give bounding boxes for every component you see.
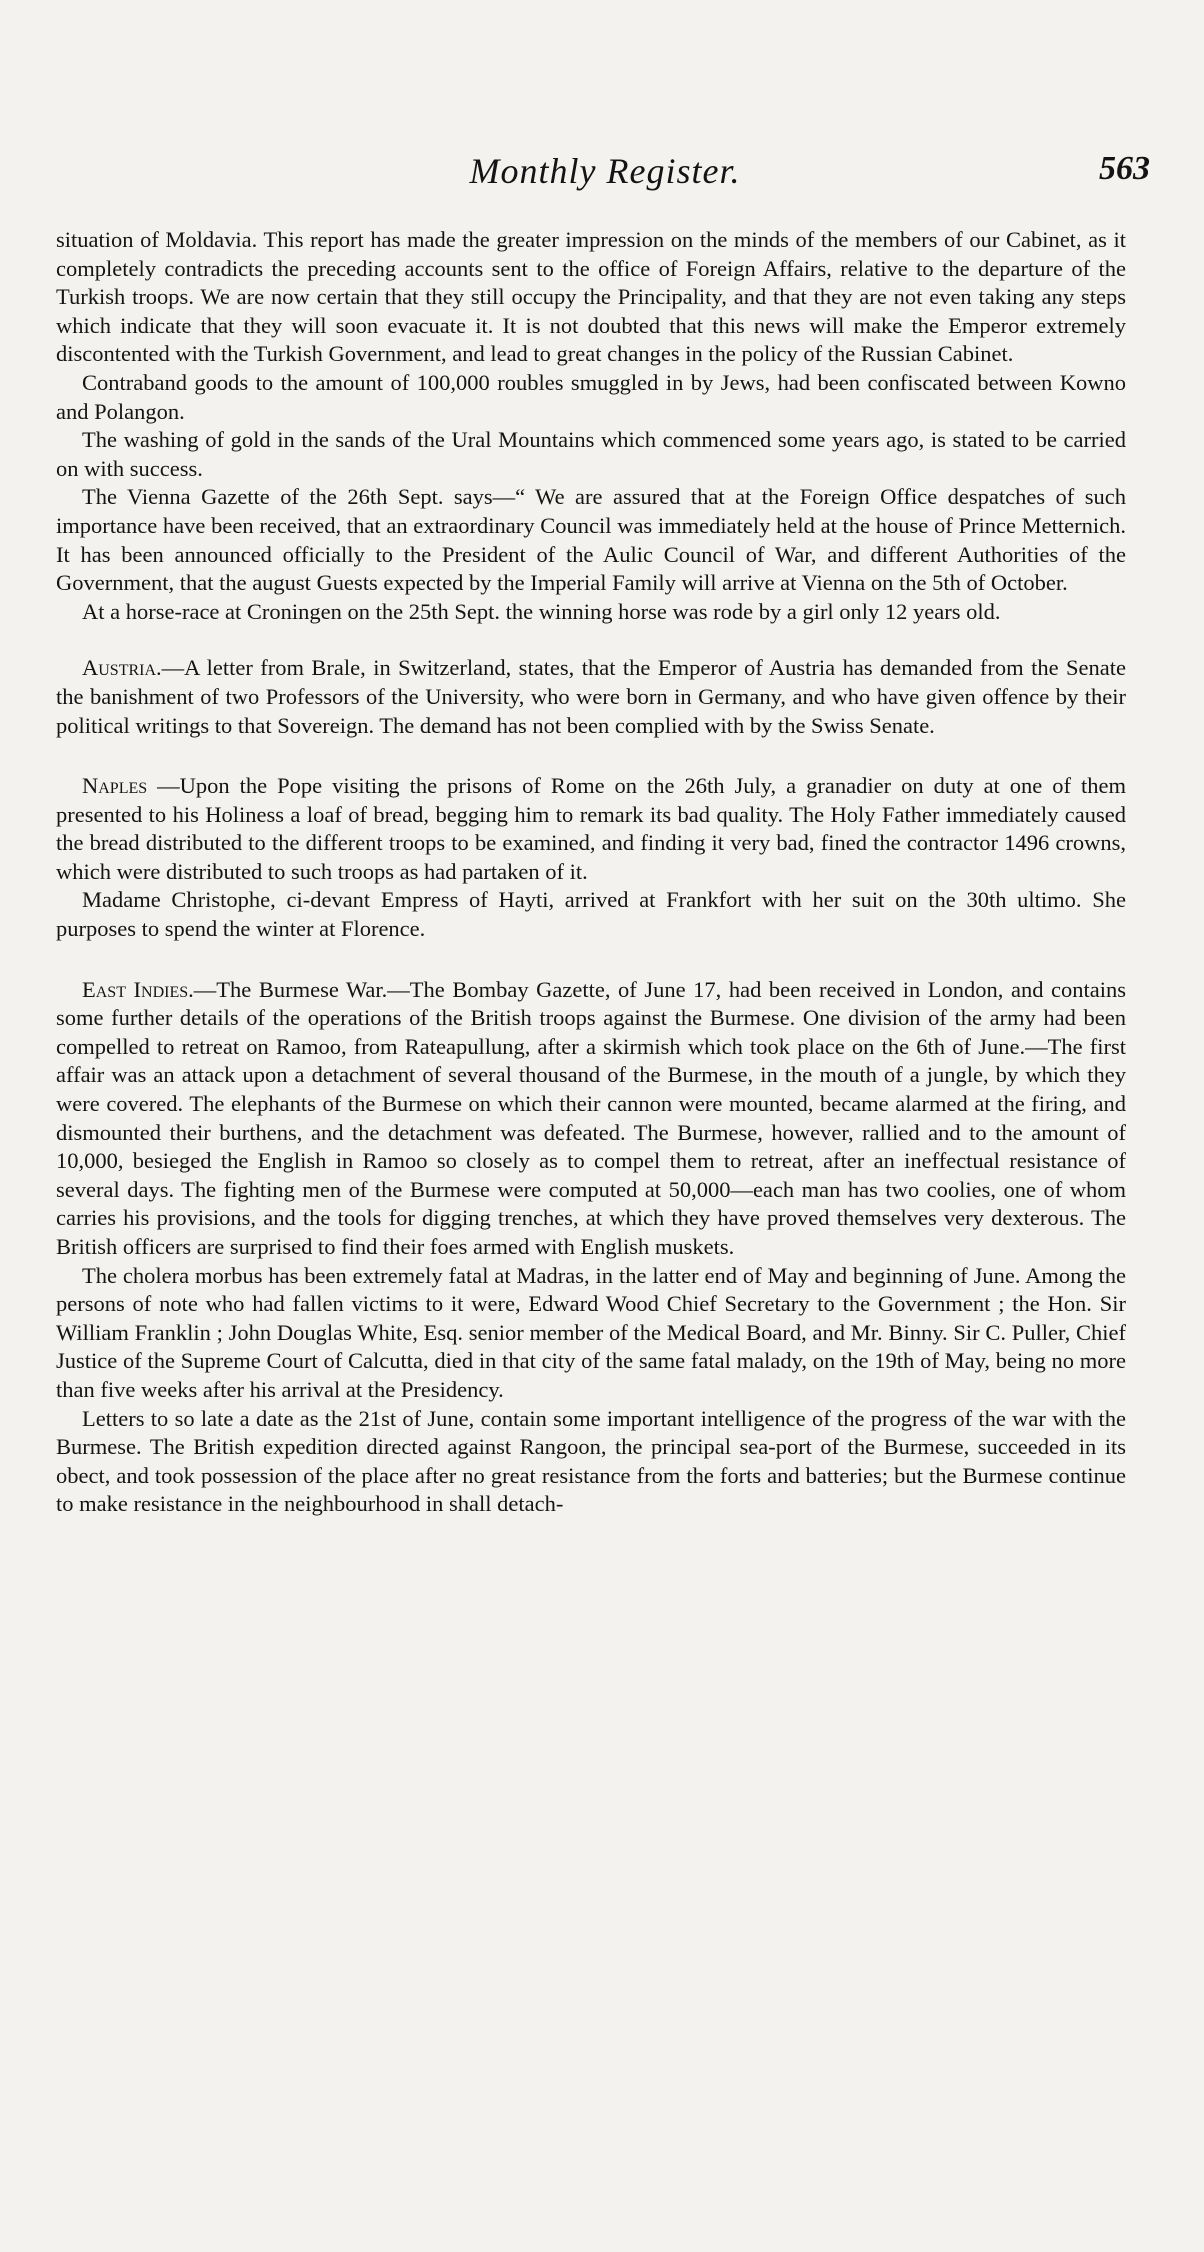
paragraph-east-indies bbox=[56, 976, 1126, 1262]
running-title: Monthly Register. bbox=[469, 151, 741, 191]
paragraph-vienna-gazette: The Vienna Gazette of the 26th Sept. says—“ We are assured that at the Foreign Office despatches of such importance have been received, that an extraordinary Council was immediately held at the house of Prince Metternich. It has been announced officially to the President of the Aulic Council of War, and different Authorities of the Government, that the august Guests expected by the Imperial Family will arrive at Vienna on the 5th of October. bbox=[56, 484, 1126, 596]
paragraph-east-indies-text: —The Burmese War.—The Bombay Gazette, of June 17, had been received in London, and contains some further details of the operations of the British troops against the Burmese. One division of the army had been compelled to retreat on Ramoo, from Rateapullung, after a skirmish which took place on the 6th of June.—The first affair was an attack upon a detachment of several thousand of the Burmese, in the mouth of a jungle, by which they were covered. The elephants of the Burmese on which their cannon were mounted, became alarmed at the firing, and dismounted their burthens, and the detachment was defeated. The Burmese, however, rallied and to the amount of 10,000, besieged the English in Ramoo so closely as to compel them to retreat, after an ineffectual resistance of several days. The fighting men of the Burmese were computed at 50,000—each man has two coolies, one of whom carries his provisions, and the tools for digging trenches, at which they have proved themselves very dexterous. The British officers are surprised to find their foes armed with English muskets. bbox=[56, 976, 1127, 1259]
paragraph-austria bbox=[56, 654, 1126, 740]
paragraph-naples-text: —Upon the Pope visiting the prisons of Rome on the 26th July, a granadier on duty at one of them presented to his Holiness a loaf of bread, begging him to remark its bad quality. The Holy Father immediately caused the bread distributed to the different troops to be examined, and finding it very bad, fined the contractor 1496 crowns, which were distributed to such troops as had partaken of it. bbox=[56, 773, 1126, 884]
paragraph-ural-gold: The washing of gold in the sands of the Ural Mountains which commenced some years ago, is stated to be carried on with success. bbox=[56, 427, 1126, 481]
section-lead-naples: Naples bbox=[82, 773, 148, 799]
section-lead-austria: Austria. bbox=[82, 655, 162, 681]
article-body bbox=[56, 226, 1126, 1519]
paragraph-horse-race: At a horse-race at Croningen on the 25th Sept. the winning horse was rode by a girl only 12 years old. bbox=[82, 598, 1001, 624]
paragraph-austria-text: —A letter from Brale, in Switzerland, states, that the Emperor of Austria has demanded from the Senate the banishment of two Professors of the University, who were born in Germany, and who have given offence by their political writings to that Sovereign. The demand has not been complied with by the Swiss Senate. bbox=[56, 655, 1126, 738]
page-number: 563 bbox=[1099, 150, 1150, 187]
running-head bbox=[60, 150, 1150, 200]
section-lead-east-indies: East Indies. bbox=[82, 976, 194, 1002]
paragraph-rangoon: Letters to so late a date as the 21st of June, contain some important intelligence of the progress of the war with the Burmese. The British expedition directed against Rangoon, the principal sea-port of the Burmese, succeeded in its obect, and took possession of the place after no great resistance from the forts and batteries; but the Burmese continue to make resistance in the neighbourhood in shall detach- bbox=[56, 1405, 1126, 1517]
paragraph-contraband: Contraband goods to the amount of 100,000 roubles smuggled in by Jews, had been confiscated between Kowno and Polangon. bbox=[56, 369, 1126, 424]
paragraph-madame-christophe: Madame Christophe, ci-devant Empress of Hayti, arrived at Frankfort with her suit on the 30th ultimo. She purposes to spend the winter at Florence. bbox=[56, 887, 1126, 942]
paragraph-naples bbox=[56, 772, 1126, 886]
paragraph-moldavia: situation of Moldavia. This report has made the greater impression on the minds of the members of our Cabinet, as it completely contradicts the preceding accounts sent to the office of Foreign Affairs, relative to the departure of the Turkish troops. We are now certain that they still occupy the Principality, and that they are not even taking any steps which indicate that they will soon evacuate it. It is not doubted that this news will make the Emperor extremely discontented with the Turkish Government, and lead to great changes in the policy of the Russian Cabinet. bbox=[56, 227, 1126, 367]
paragraph-cholera: The cholera morbus has been extremely fatal at Madras, in the latter end of May and beginning of June. Among the persons of note who had fallen victims to it were, Edward Wood Chief Secretary to the Government ; the Hon. Sir William Franklin ; John Douglas White, Esq. senior member of the Medical Board, and Mr. Binny. Sir C. Puller, Chief Justice of the Supreme Court of Calcutta, died in that city of the same fatal malady, on the 19th of May, being no more than five weeks after his arrival at the Presidency. bbox=[56, 1262, 1126, 1402]
